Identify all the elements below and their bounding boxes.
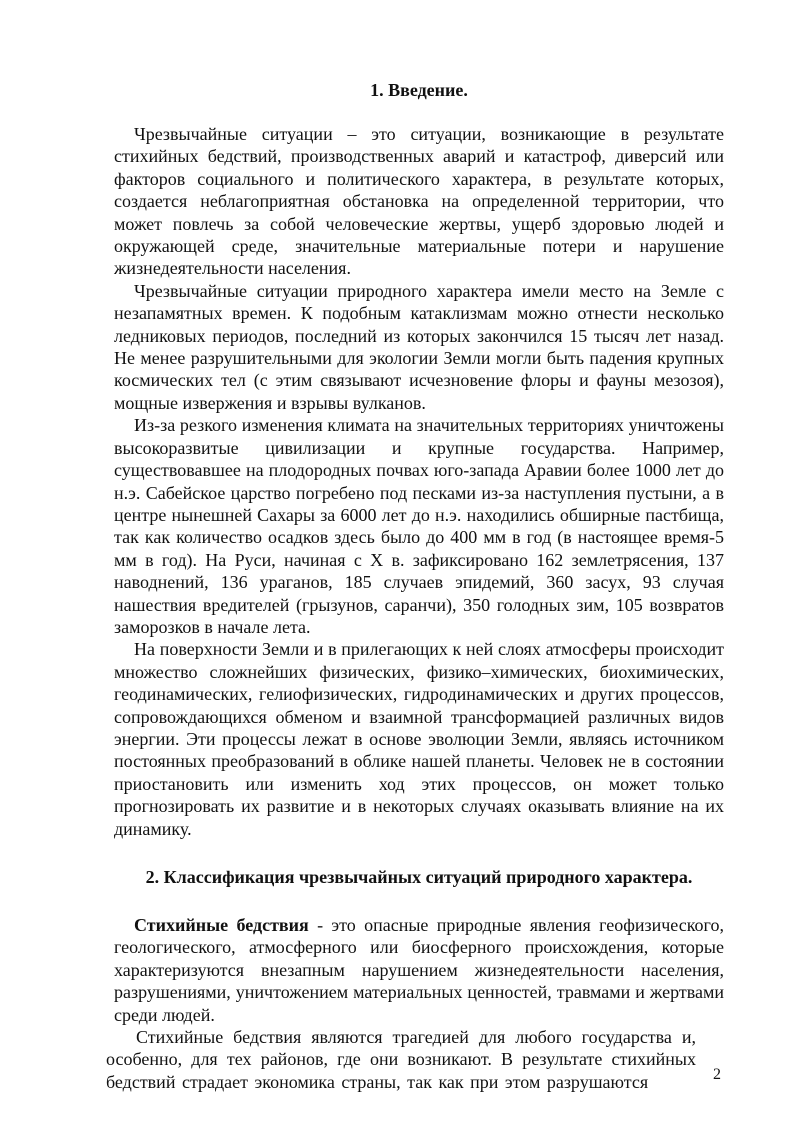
paragraph: Стихийные бедствия являются трагедией для любого государства и, особенно, для тех районов, где они возникают. В результате стихийных бедствий страдает экономика страны, так как при этом разрушаются	[106, 1027, 696, 1092]
paragraph: Чрезвычайные ситуации природного характера имели место на Земле с незапамятных времен. К подобным катаклизмам можно отнести несколько ледниковых периодов, последний из которых закончился 15 тысяч лет назад. Не менее разрушительными для экологии Земли могли быть падения крупных космических тел (с этим связывают исчезновение флоры и фауны мезозоя), мощные извержения и взрывы вулканов.	[114, 280, 724, 413]
definition-paragraph	[114, 914, 724, 1026]
section-classification	[106, 866, 724, 1093]
paragraph: Чрезвычайные ситуации – это ситуации, возникающие в результате стихийных бедствий, производственных аварий и катастроф, диверсий или факторов социального и политического характера, в результате которых, создается неблагоприятная обстановка на определенной территории, что может повлечь за собой человеческие жертвы, ущерб здоровью людей и окружающей среде, значительные материальные потери и нарушение жизнедеятельности населения.	[114, 124, 724, 279]
definition-term: Стихийные бедствия	[134, 915, 309, 935]
paragraph: На поверхности Земли и в прилегающих к ней слоях атмосферы происходит множество сложнейших физических, физико–химических, биохимических, геодинамических, гелиофизических, гидродинамических и других процессов, сопровождающихся обменом и взаимной трансформацией различных видов энергии. Эти процессы лежат в основе эволюции Земли, являясь источником постоянных преобразований в облике нашей планеты. Человек не в состоянии приостановить или изменить ход этих процессов, он может только прогнозировать их развитие и в некоторых случаях оказывать влияние на их динамику.	[114, 639, 724, 839]
definition-text: - это опасные природные явления геофизического, геологического, атмосферного или биосферного происхождения, которые характеризуются внезапным нарушением жизнедеятельности населения, разрушениями, уничтожением материальных ценностей, травмами и жертвами среди людей.	[114, 915, 724, 1025]
page-number: 2	[713, 1066, 721, 1083]
paragraph: Из-за резкого изменения климата на значительных территориях уничтожены высокоразвитые цивилизации и крупные государства. Например, существовавшее на плодородных почвах юго-запада Аравии более 1000 лет до н.э. Сабейское царство погребено под песками из-за наступления пустыни, а в центре нынешней Сахары за 6000 лет до н.э. находились обширные пастбища, так как количество осадков здесь было до 400 мм в год (в настоящее время-5 мм в год). На Руси, начиная с X в. зафиксировано 162 землетрясения, 137 наводнений, 136 ураганов, 185 случаев эпидемий, 360 засух, 93 случая нашествия вредителей (грызунов, саранчи), 350 голодных зим, 105 возвратов заморозков в начале лета.	[114, 415, 724, 637]
section-introduction	[114, 79, 724, 840]
page-content	[106, 79, 724, 1093]
section-heading-classification: 2. Классификация чрезвычайных ситуаций природного характера.	[145, 867, 693, 887]
section-heading-introduction: 1. Введение.	[370, 80, 468, 100]
